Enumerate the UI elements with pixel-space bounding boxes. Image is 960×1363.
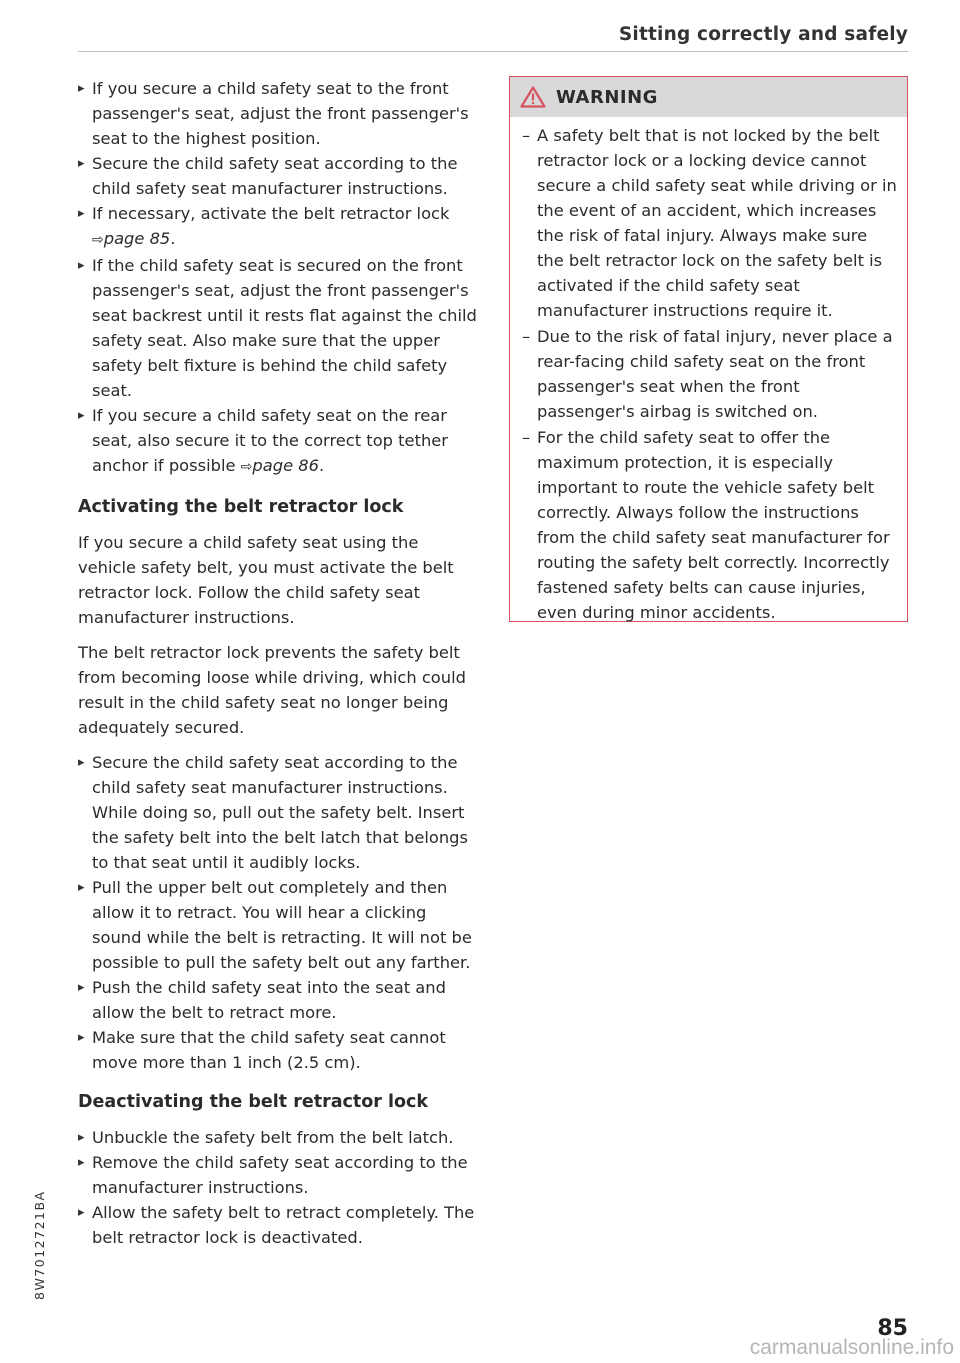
list-item: ▸ If you secure a child safety seat to the front passenger's seat, adjust the front passenger's seat to the highest position. bbox=[78, 76, 480, 151]
document-code: 8W7012721BA bbox=[32, 1190, 47, 1300]
warning-triangle-icon bbox=[520, 86, 546, 108]
list-item: ▸ Secure the child safety seat according to the child safety seat manufacturer instructions. While doing so, pull out the safety belt. Insert the safety belt into the belt latch that belongs to that seat until it audibly locks. bbox=[78, 750, 480, 875]
list-item: ▸ If the child safety seat is secured on the front passenger's seat, adjust the front passenger's seat backrest until it rests flat against the child safety seat. Also make sure that the upper safety belt fixture is behind the child safety seat. bbox=[78, 253, 480, 403]
ref-arrow-icon: ⇨ bbox=[92, 232, 104, 248]
warning-box bbox=[509, 76, 908, 622]
list-item: ▸ Secure the child safety seat according to the child safety seat manufacturer instructions. bbox=[78, 151, 480, 201]
running-header: Sitting correctly and safely bbox=[618, 24, 908, 45]
deactivating-steps bbox=[78, 1125, 480, 1250]
warning-title: WARNING bbox=[556, 86, 658, 108]
list-item: – A safety belt that is not locked by the belt retractor lock or a locking device cannot secure a child safety seat while driving or in the event of an accident, which increases the risk of fatal injury. Always make sure the belt retractor lock on the safety belt is activated if the child safety seat manufacturer instructions require it. bbox=[522, 123, 897, 323]
warning-items bbox=[510, 117, 907, 625]
warning-header bbox=[510, 77, 907, 117]
header-divider bbox=[78, 51, 908, 52]
list-item: ▸ Remove the child safety seat according to the manufacturer instructions. bbox=[78, 1150, 480, 1200]
page-ref-link[interactable]: page 86 bbox=[252, 456, 319, 475]
list-item: ▸ Push the child safety seat into the seat and allow the belt to retract more. bbox=[78, 975, 480, 1025]
list-item: – Due to the risk of fatal injury, never place a rear-facing child safety seat on the front passenger's seat when the front passenger's airbag is switched on. bbox=[522, 324, 897, 424]
page-number: 85 bbox=[877, 1316, 908, 1341]
section-heading-deactivating: Deactivating the belt retractor lock bbox=[78, 1092, 429, 1112]
left-column bbox=[78, 76, 480, 1250]
paragraph: If you secure a child safety seat using the vehicle safety belt, you must activate the belt retractor lock. Follow the child safety seat manufacturer instructions. bbox=[78, 533, 454, 627]
list-item: ▸ If necessary, activate the belt retractor lock ⇨page 85. bbox=[78, 201, 480, 253]
list-item: – For the child safety seat to offer the maximum protection, it is especially important to route the vehicle safety belt correctly. Always follow the instructions from the child safety seat manufacturer for routing the safety belt correctly. Incorrectly fastened safety belts can cause injuries, even during minor accidents. bbox=[522, 425, 897, 625]
intro-bullets bbox=[78, 76, 480, 480]
activating-steps bbox=[78, 750, 480, 1075]
list-item: ▸ If you secure a child safety seat on the rear seat, also secure it to the correct top tether anchor if possible ⇨page 86. bbox=[78, 403, 480, 480]
paragraph: The belt retractor lock prevents the safety belt from becoming loose while driving, which could result in the child safety seat no longer being adequately secured. bbox=[78, 643, 466, 737]
section-heading-activating: Activating the belt retractor lock bbox=[78, 497, 404, 517]
ref-arrow-icon: ⇨ bbox=[240, 459, 253, 475]
page-ref-link[interactable]: page 85 bbox=[103, 229, 171, 248]
list-item: ▸ Unbuckle the safety belt from the belt latch. bbox=[78, 1125, 480, 1150]
watermark: carmanualsonline.info bbox=[749, 1336, 954, 1359]
list-item: ▸ Make sure that the child safety seat cannot move more than 1 inch (2.5 cm). bbox=[78, 1025, 480, 1075]
list-item: ▸ Pull the upper belt out completely and then allow it to retract. You will hear a clicking sound while the belt is retracting. It will not be possible to pull the safety belt out any farther. bbox=[78, 875, 480, 975]
list-item: ▸ Allow the safety belt to retract completely. The belt retractor lock is deactivated. bbox=[78, 1200, 480, 1250]
